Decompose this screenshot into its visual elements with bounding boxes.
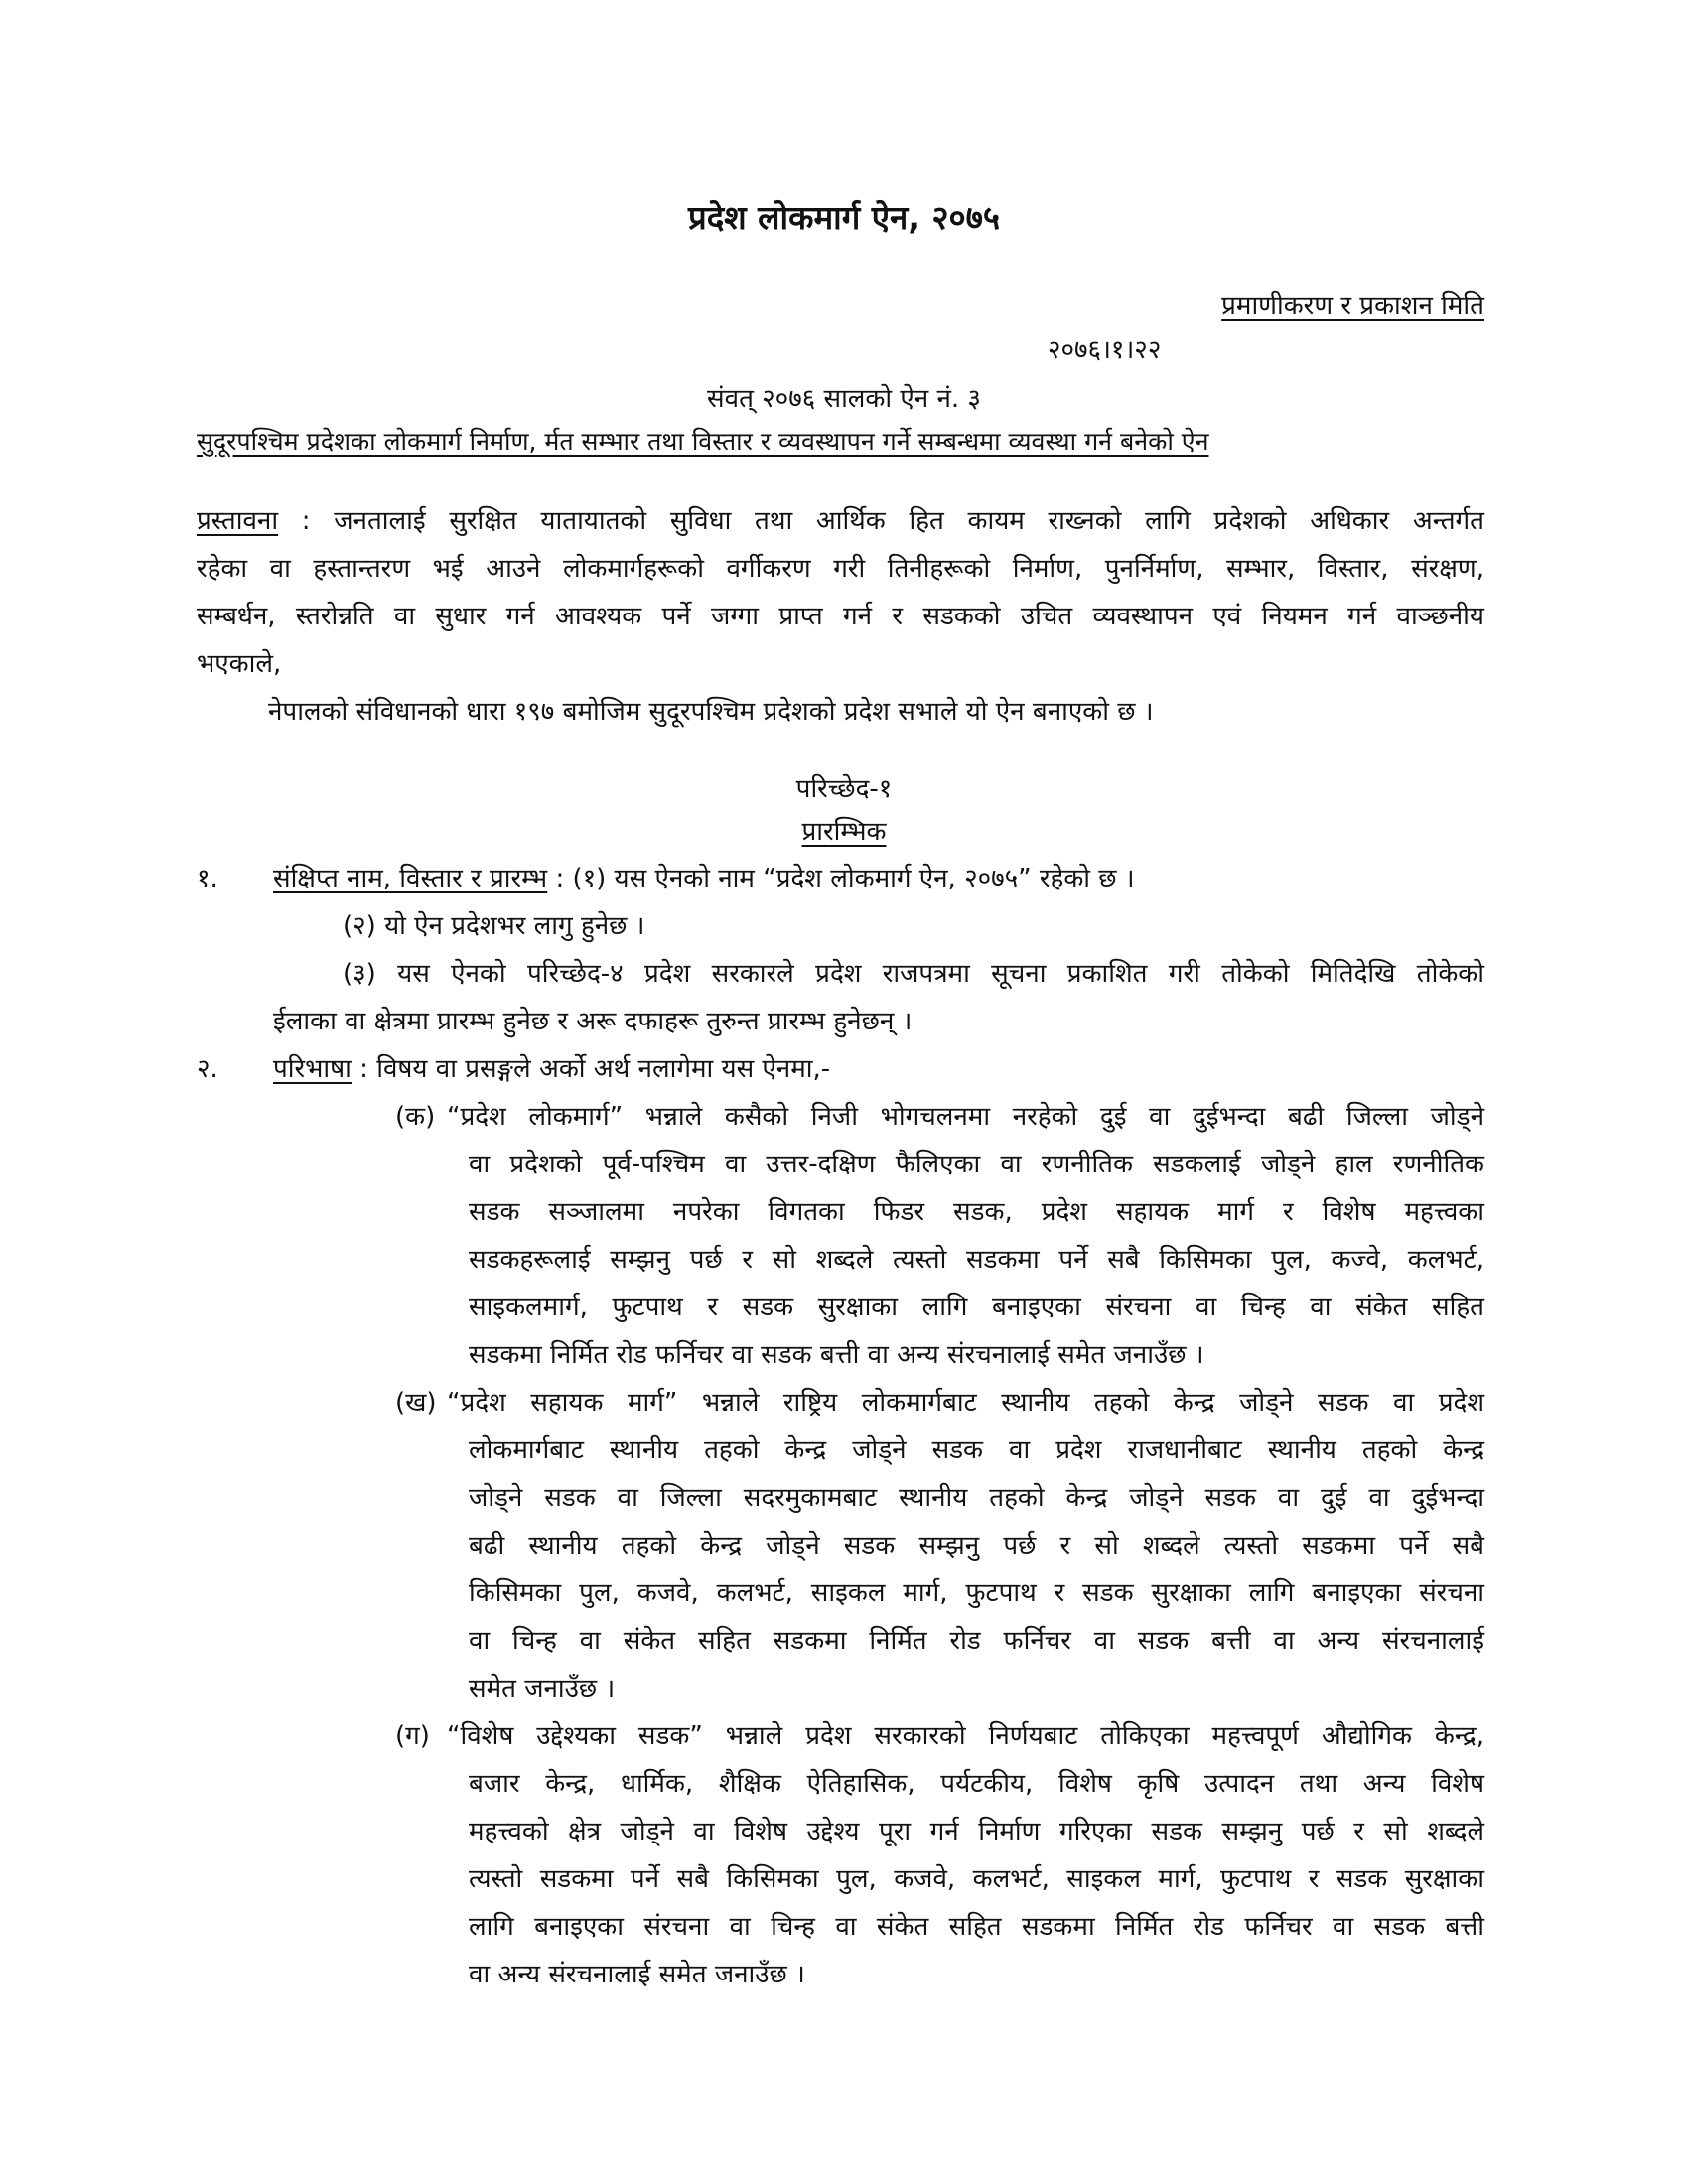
section-1-line (273, 859, 1135, 898)
preamble-text: : जनतालाई सुरक्षित यातायातको सुविधा तथा आर्थिक हित कायम राख्नको लागि प्रदेशको अधिकार अन्तर्गत (278, 506, 1484, 536)
clause-ka-line-4: सडकहरूलाई सम्झनु पर्छ र सो शब्दले त्यस्तो सडकमा पर्ने सबै किसिमका पुल, कज्वे, कलभर्ट, (469, 1245, 1484, 1275)
clause-ka-line-1: “प्रदेश लोकमार्ग” भन्नाले कसैको निजी भोगचलनमा नरहेको दुई वा दुईभन्दा बढी जिल्ला जोड्ने (447, 1102, 1484, 1132)
preamble-line-2: रहेका वा हस्तान्तरण भई आउने लोकमार्गहरूको वर्गीकरण गरी तिनीहरूको निर्माण, पुनर्निर्माण, सम्भार, विस्तार, संरक्षण, (197, 554, 1484, 584)
preamble-line-1 (197, 501, 1484, 541)
section-1-sub-3-line-1: (३) यस ऐनको परिच्छेद-४ प्रदेश सरकारले प्रदेश राजपत्रमा सूचना प्रकाशित गरी तोकेको मितिदेखि तोकेको (343, 959, 1484, 989)
clause-kha-line-3: जोड्ने सडक वा जिल्ला सदरमुकामबाट स्थानीय तहको केन्द्र जोड्ने सडक वा दुई वा दुईभन्दा (469, 1483, 1484, 1513)
clause-ka-line-5: साइकलमार्ग, फुटपाथ र सडक सुरक्षाका लागि बनाइएका संरचना वा चिन्ह वा संकेत सहित (469, 1293, 1484, 1322)
section-1-sub-3-line-2: ईलाका वा क्षेत्रमा प्रारम्भ हुनेछ र अरू दफाहरू तुरुन्त प्रारम्भ हुनेछन् । (273, 1007, 913, 1036)
act-long-title: सुदूरपश्चिम प्रदेशका लोकमार्ग निर्माण, र्मत सम्भार तथा विस्तार र व्यवस्थापन गर्ने सम्बन्धमा व्यवस्था गर्न बनेको ऐन (197, 427, 1209, 456)
preamble-label: प्रस्तावना (197, 506, 279, 536)
enactment-clause: नेपालको संविधानको धारा १९७ बमोजिम सुदूरपश्चिम प्रदेशको प्रदेश सभाले यो ऐन बनाएको छ । (268, 697, 1154, 727)
section-1-text: : (१) यस ऐनको नाम “प्रदेश लोकमार्ग ऐन, २०७५” रहेको छ । (547, 864, 1135, 893)
clause-ka-line-3: सडक सञ्जालमा नपरेका विगतका फिडर सडक, प्रदेश सहायक मार्ग र विशेष महत्त्वका (469, 1197, 1484, 1227)
clause-kha-line-2: लोकमार्गबाट स्थानीय तहको केन्द्र जोड्ने सडक वा प्रदेश राजधानीबाट स्थानीय तहको केन्द्र (469, 1435, 1484, 1465)
clause-ka-line-6: सडकमा निर्मित रोड फर्निचर वा सडक बत्ती वा अन्य संरचनालाई समेत जनाउँछ । (469, 1340, 1204, 1370)
clause-ga-line-2: बजार केन्द्र, धार्मिक, शैक्षिक ऐतिहासिक, पर्यटकीय, विशेष कृषि उत्पादन तथा अन्य विशेष (469, 1769, 1484, 1799)
clause-ga-line-3: महत्त्वको क्षेत्र जोड्ने वा विशेष उद्देश्य पूरा गर्न निर्माण गरिएका सडक सम्झनु पर्छ र सो शब्दले (469, 1817, 1484, 1846)
chapter-heading: प्रारम्भिक (801, 817, 887, 847)
section-1-number: १. (197, 864, 218, 893)
section-2-text: : विषय वा प्रसङ्गले अर्को अर्थ नलागेमा यस ऐनमा,- (351, 1054, 831, 1084)
act-number: संवत् २०७६ सालको ऐन नं. ३ (707, 384, 981, 414)
authentication-label: प्रमाणीकरण र प्रकाशन मिति (1221, 291, 1484, 321)
section-2-number: २. (197, 1054, 218, 1084)
section-1-sub-2: (२) यो ऐन प्रदेशभर लागु हुनेछ । (343, 911, 645, 941)
clause-kha-label: (ख) (395, 1388, 437, 1418)
clause-ka-line-2: वा प्रदेशको पूर्व-पश्चिम वा उत्तर-दक्षिण फैलिएका वा रणनीतिक सडकलाई जोड्ने हाल रणनीतिक (469, 1150, 1484, 1179)
clause-kha-line-5: किसिमका पुल, कजवे, कलभर्ट, साइकल मार्ग, फुटपाथ र सडक सुरक्षाका लागि बनाइएका संरचना (469, 1578, 1484, 1608)
clause-ka-label: (क) (395, 1102, 436, 1132)
clause-ga-line-1: “विशेष उद्देश्यका सडक” भन्नाले प्रदेश सरकारको निर्णयबाट तोकिएका महत्त्वपूर्ण औद्योगिक केन्द्र, (447, 1721, 1484, 1751)
clause-kha-line-1: “प्रदेश सहायक मार्ग” भन्नाले राष्ट्रिय लोकमार्गबाट स्थानीय तहको केन्द्र जोड्ने सडक वा प्रदेश (447, 1388, 1484, 1418)
clause-kha-line-6: वा चिन्ह वा संकेत सहित सडकमा निर्मित रोड फर्निचर वा सडक बत्ती वा अन्य संरचनालाई (469, 1626, 1484, 1656)
section-2-heading: परिभाषा (273, 1054, 352, 1084)
preamble-line-3: सम्बर्धन, स्तरोन्नति वा सुधार गर्न आवश्यक पर्ने जग्गा प्राप्त गर्न र सडकको उचित व्यवस्थापन एवं नियमन गर्न वाञ्छनीय (197, 602, 1484, 631)
preamble-line-4: भएकाले, (197, 649, 282, 679)
clause-ga-line-4: त्यस्तो सडकमा पर्ने सबै किसिमका पुल, कजवे, कलभर्ट, साइकल मार्ग, फुटपाथ र सडक सुरक्षाका (469, 1864, 1484, 1894)
section-1-heading: संक्षिप्त नाम, विस्तार र प्रारम्भ (273, 864, 548, 893)
authentication-date: २०७६।१।२२ (1048, 336, 1162, 365)
chapter-number: परिच्छेद-१ (795, 774, 893, 804)
clause-ga-line-6: वा अन्य संरचनालाई समेत जनाउँछ । (469, 1960, 805, 1989)
clause-kha-line-4: बढी स्थानीय तहको केन्द्र जोड्ने सडक सम्झनु पर्छ र सो शब्दले त्यस्तो सडकमा पर्ने सबै (469, 1531, 1484, 1561)
act-title: प्रदेश लोकमार्ग ऐन, २०७५ (687, 199, 1001, 237)
section-2-line (273, 1049, 830, 1089)
clause-ga-line-5: लागि बनाइएका संरचना वा चिन्ह वा संकेत सहित सडकमा निर्मित रोड फर्निचर वा सडक बत्ती (469, 1912, 1484, 1942)
clause-kha-line-7: समेत जनाउँछ । (469, 1674, 616, 1704)
clause-ga-label: (ग) (395, 1721, 430, 1751)
